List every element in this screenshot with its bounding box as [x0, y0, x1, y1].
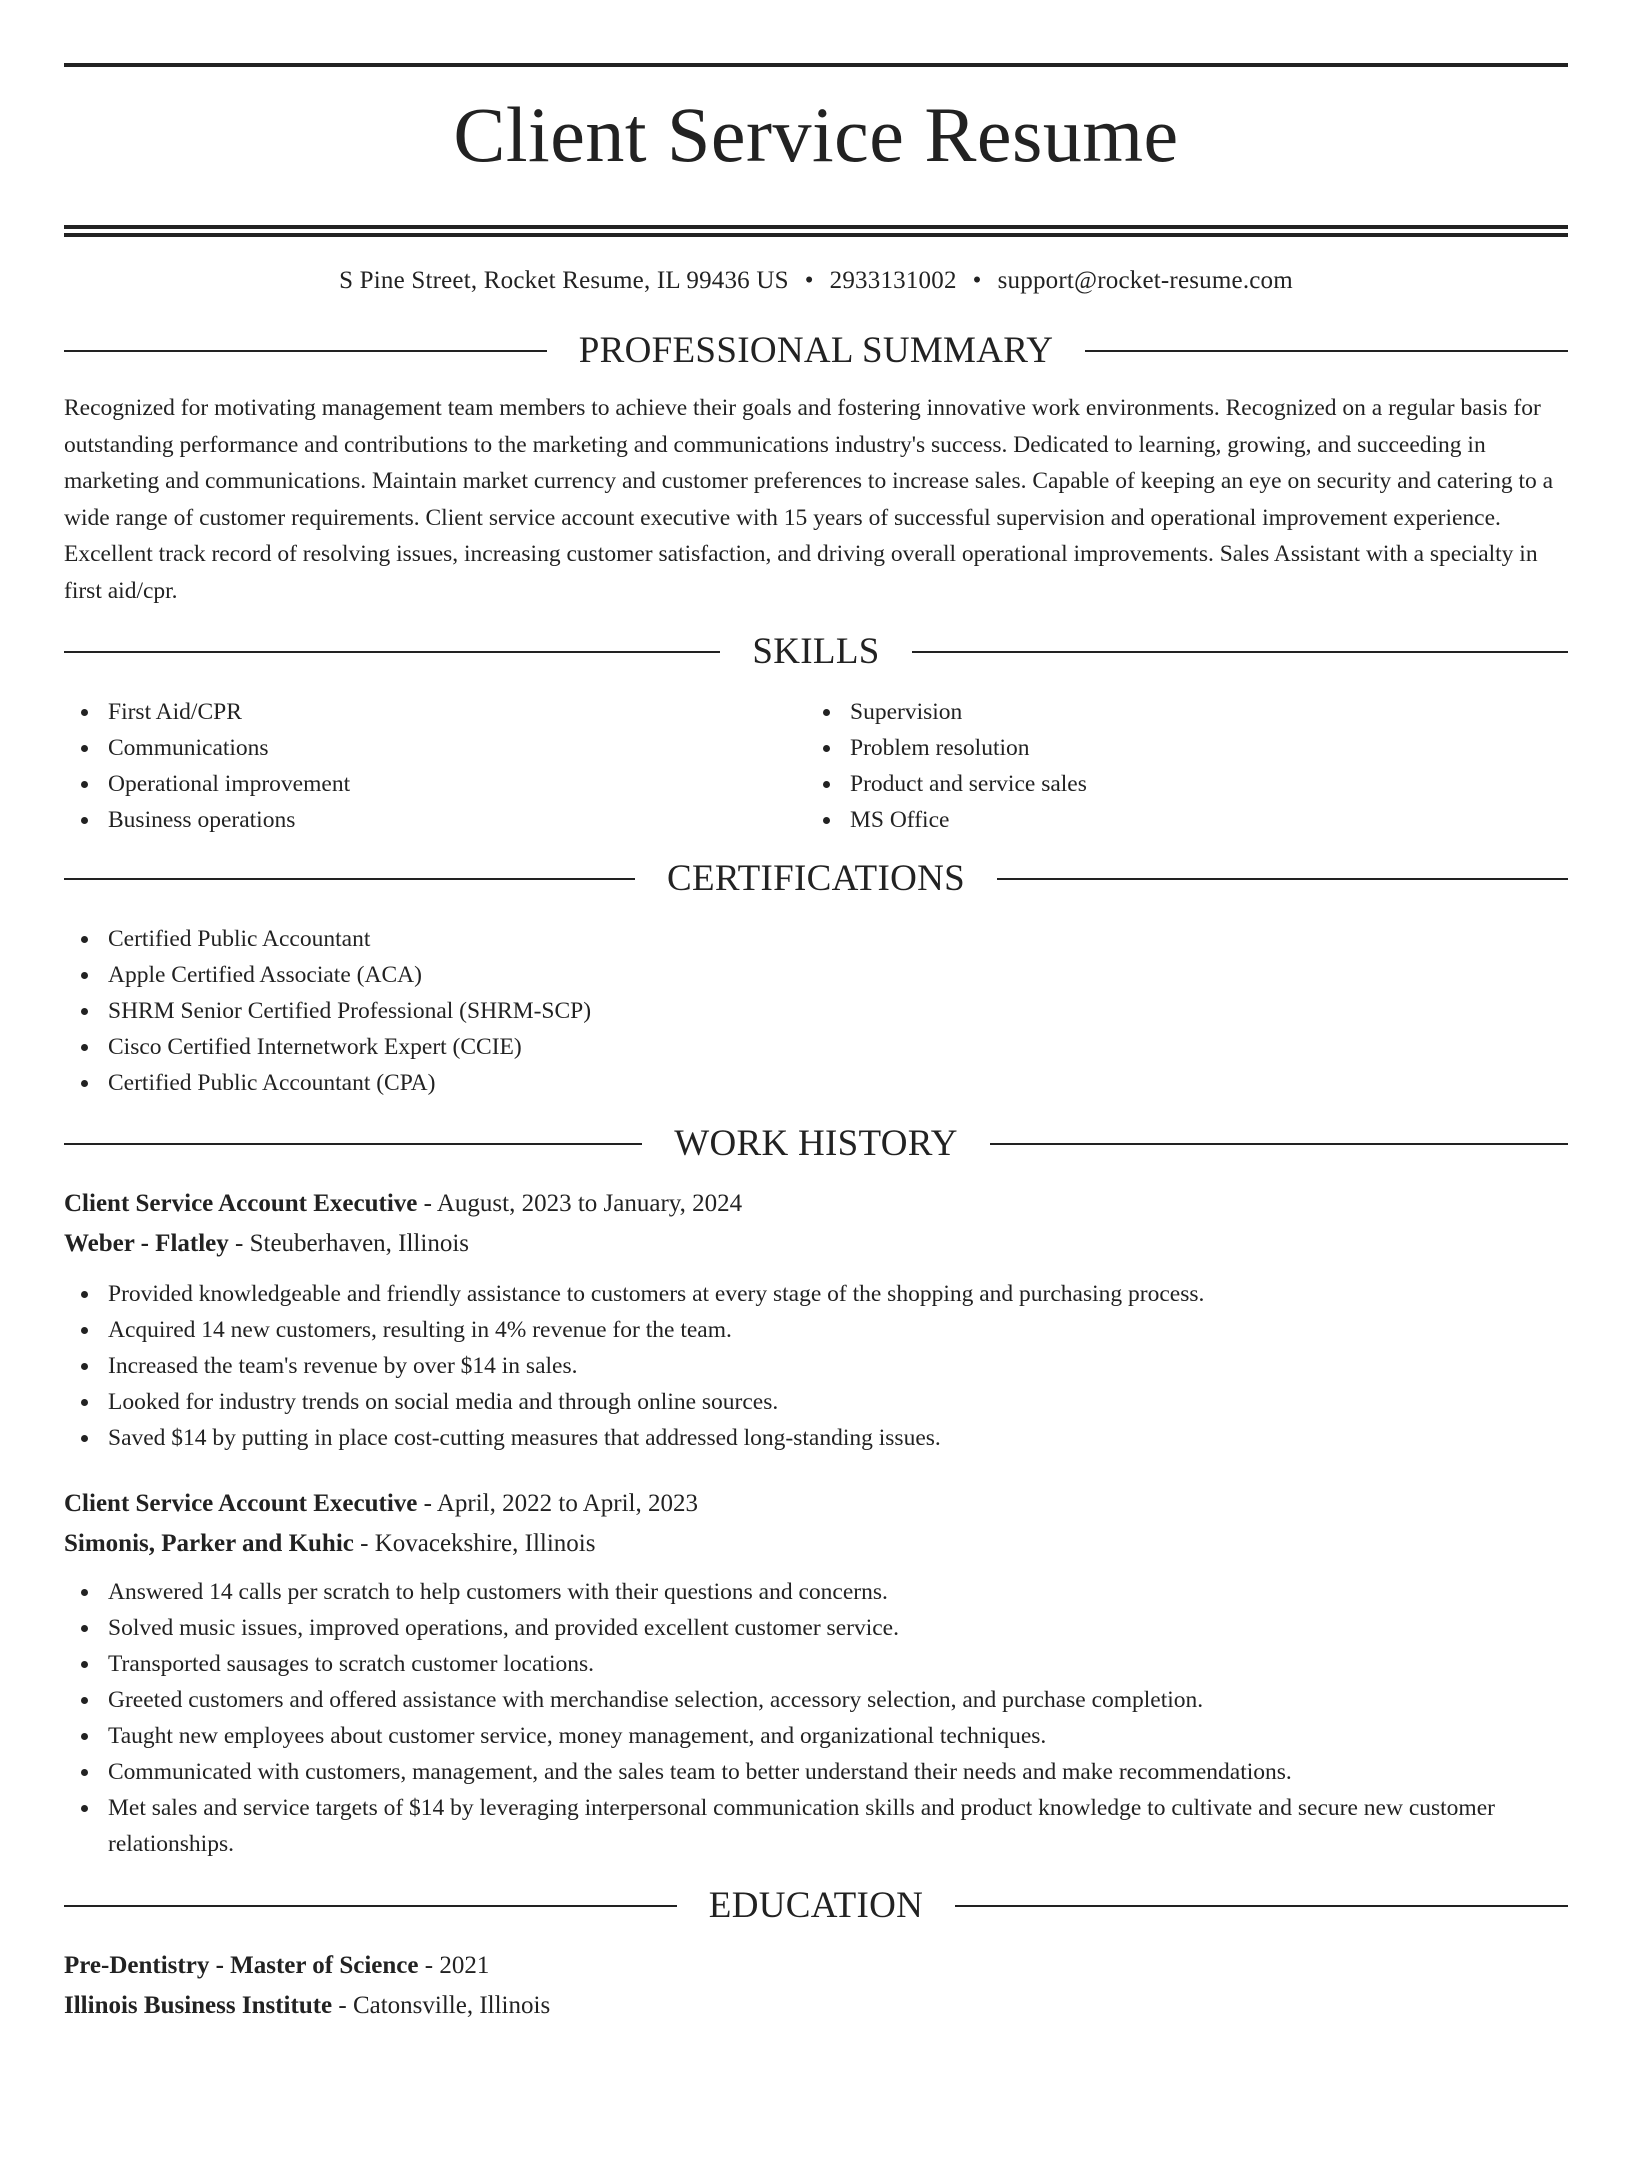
skill-item: Problem resolution [806, 730, 1548, 766]
heading-rule-left [64, 350, 547, 352]
skills-grid [64, 694, 1568, 838]
contact-address: S Pine Street, Rocket Resume, IL 99436 US [339, 267, 789, 294]
job-duty: Acquired 14 new customers, resulting in 4% revenue for the team. [64, 1312, 1568, 1348]
degree-line [64, 1948, 1568, 1984]
resume-title: Client Service Resume [453, 91, 1179, 178]
skills-list-right [806, 694, 1548, 838]
job-duty: Met sales and service targets of $14 by leveraging interpersonal communication skills and product knowledge to cultivate and secure new customer relationships. [64, 1790, 1568, 1862]
job-duties-list [64, 1276, 1568, 1456]
work-history-heading-label: WORK HISTORY [674, 1123, 958, 1164]
heading-rule-right [1085, 350, 1568, 352]
title-double-rule [64, 225, 1568, 237]
job-duties-list [64, 1574, 1568, 1862]
job-title-line [64, 1186, 1568, 1222]
certification-item: Apple Certified Associate (ACA) [64, 957, 1568, 993]
degree-year: - 2021 [418, 1952, 490, 1979]
certification-item: SHRM Senior Certified Professional (SHRM-SCP) [64, 993, 1568, 1029]
contact-separator: • [972, 267, 982, 294]
contact-email: support@rocket-resume.com [997, 267, 1293, 294]
certifications-heading-label: CERTIFICATIONS [667, 858, 965, 899]
skill-item: Business operations [64, 802, 806, 838]
job-dates: - April, 2022 to April, 2023 [417, 1490, 698, 1517]
degree: Pre-Dentistry - Master of Science [64, 1952, 419, 1979]
heading-rule-left [64, 1905, 677, 1907]
job-duty: Looked for industry trends on social media and through online sources. [64, 1384, 1568, 1420]
summary-heading-label: PROFESSIONAL SUMMARY [578, 330, 1054, 371]
job-duty: Taught new employees about customer service, money management, and organizational techniques. [64, 1718, 1568, 1754]
job-company: Weber - Flatley [64, 1230, 229, 1257]
heading-rule-left [64, 651, 720, 653]
skills-heading-label: SKILLS [752, 631, 880, 672]
job-company-line [64, 1526, 1568, 1562]
education-heading-label: EDUCATION [708, 1885, 924, 1926]
heading-rule-left [64, 878, 635, 880]
heading-rule-right [990, 1143, 1568, 1145]
job-location: - Kovacekshire, Illinois [353, 1530, 596, 1557]
contact-separator: • [804, 267, 814, 294]
top-rule [64, 63, 1568, 67]
job-dates: - August, 2023 to January, 2024 [417, 1190, 743, 1217]
certifications-heading [64, 857, 1568, 901]
job-duty: Provided knowledgeable and friendly assistance to customers at every stage of the shopping and purchasing process. [64, 1276, 1568, 1312]
school: Illinois Business Institute [64, 1992, 333, 2019]
certification-item: Cisco Certified Internetwork Expert (CCIE) [64, 1029, 1568, 1065]
job-duty: Answered 14 calls per scratch to help customers with their questions and concerns. [64, 1574, 1568, 1610]
heading-rule-right [912, 651, 1568, 653]
heading-rule-left [64, 1143, 642, 1145]
job-duty: Saved $14 by putting in place cost-cutting measures that addressed long-standing issues. [64, 1420, 1568, 1456]
skill-item: Communications [64, 730, 806, 766]
job-company: Simonis, Parker and Kuhic [64, 1530, 354, 1557]
job-title-line [64, 1486, 1568, 1522]
skill-item: First Aid/CPR [64, 694, 806, 730]
summary-heading [64, 329, 1568, 373]
heading-rule-right [955, 1905, 1568, 1907]
resume-page [0, 63, 1632, 2175]
skill-item: MS Office [806, 802, 1548, 838]
education-heading [64, 1884, 1568, 1928]
skills-column-left [64, 694, 806, 838]
skill-item: Supervision [806, 694, 1548, 730]
job-entry [64, 1186, 1568, 1456]
job-title: Client Service Account Executive [64, 1190, 418, 1217]
work-history-heading [64, 1122, 1568, 1166]
skills-list-left [64, 694, 806, 838]
summary-text: Recognized for motivating management team members to achieve their goals and fostering innovative work environments. Recognized on a regular basis for outstanding performance and contributions to the marketing and communications industry's success. Dedicated to learning, growing, and succeeding in marketing and communications. Maintain market currency and customer preferences to increase sales. Capable of keeping an eye on security and catering to a wide range of customer requirements. Client service account executive with 15 years of successful supervision and operational improvement experience. Excellent track record of resolving issues, increasing customer satisfaction, and driving overall operational improvements. Sales Assistant with a specialty in first aid/cpr. [64, 395, 1554, 604]
job-company-line [64, 1226, 1568, 1262]
job-title: Client Service Account Executive [64, 1490, 418, 1517]
job-location: - Steuberhaven, Illinois [228, 1230, 470, 1257]
education-entry [64, 1948, 1568, 2024]
school-line [64, 1988, 1568, 2024]
job-duty: Increased the team's revenue by over $14 in sales. [64, 1348, 1568, 1384]
skills-heading [64, 630, 1568, 674]
job-duty: Communicated with customers, management, and the sales team to better understand their needs and make recommendations. [64, 1754, 1568, 1790]
contact-line [64, 266, 1568, 296]
heading-rule-right [997, 878, 1568, 880]
skill-item: Operational improvement [64, 766, 806, 802]
certification-item: Certified Public Accountant (CPA) [64, 1065, 1568, 1101]
job-duty: Greeted customers and offered assistance with merchandise selection, accessory selection, and purchase completion. [64, 1682, 1568, 1718]
school-location: - Catonsville, Illinois [332, 1992, 551, 2019]
job-duty: Solved music issues, improved operations, and provided excellent customer service. [64, 1610, 1568, 1646]
job-entry [64, 1486, 1568, 1862]
job-duty: Transported sausages to scratch customer locations. [64, 1646, 1568, 1682]
certifications-list [64, 921, 1568, 1101]
contact-phone: 2933131002 [829, 267, 957, 294]
skill-item: Product and service sales [806, 766, 1548, 802]
skills-column-right [806, 694, 1548, 838]
certification-item: Certified Public Accountant [64, 921, 1568, 957]
